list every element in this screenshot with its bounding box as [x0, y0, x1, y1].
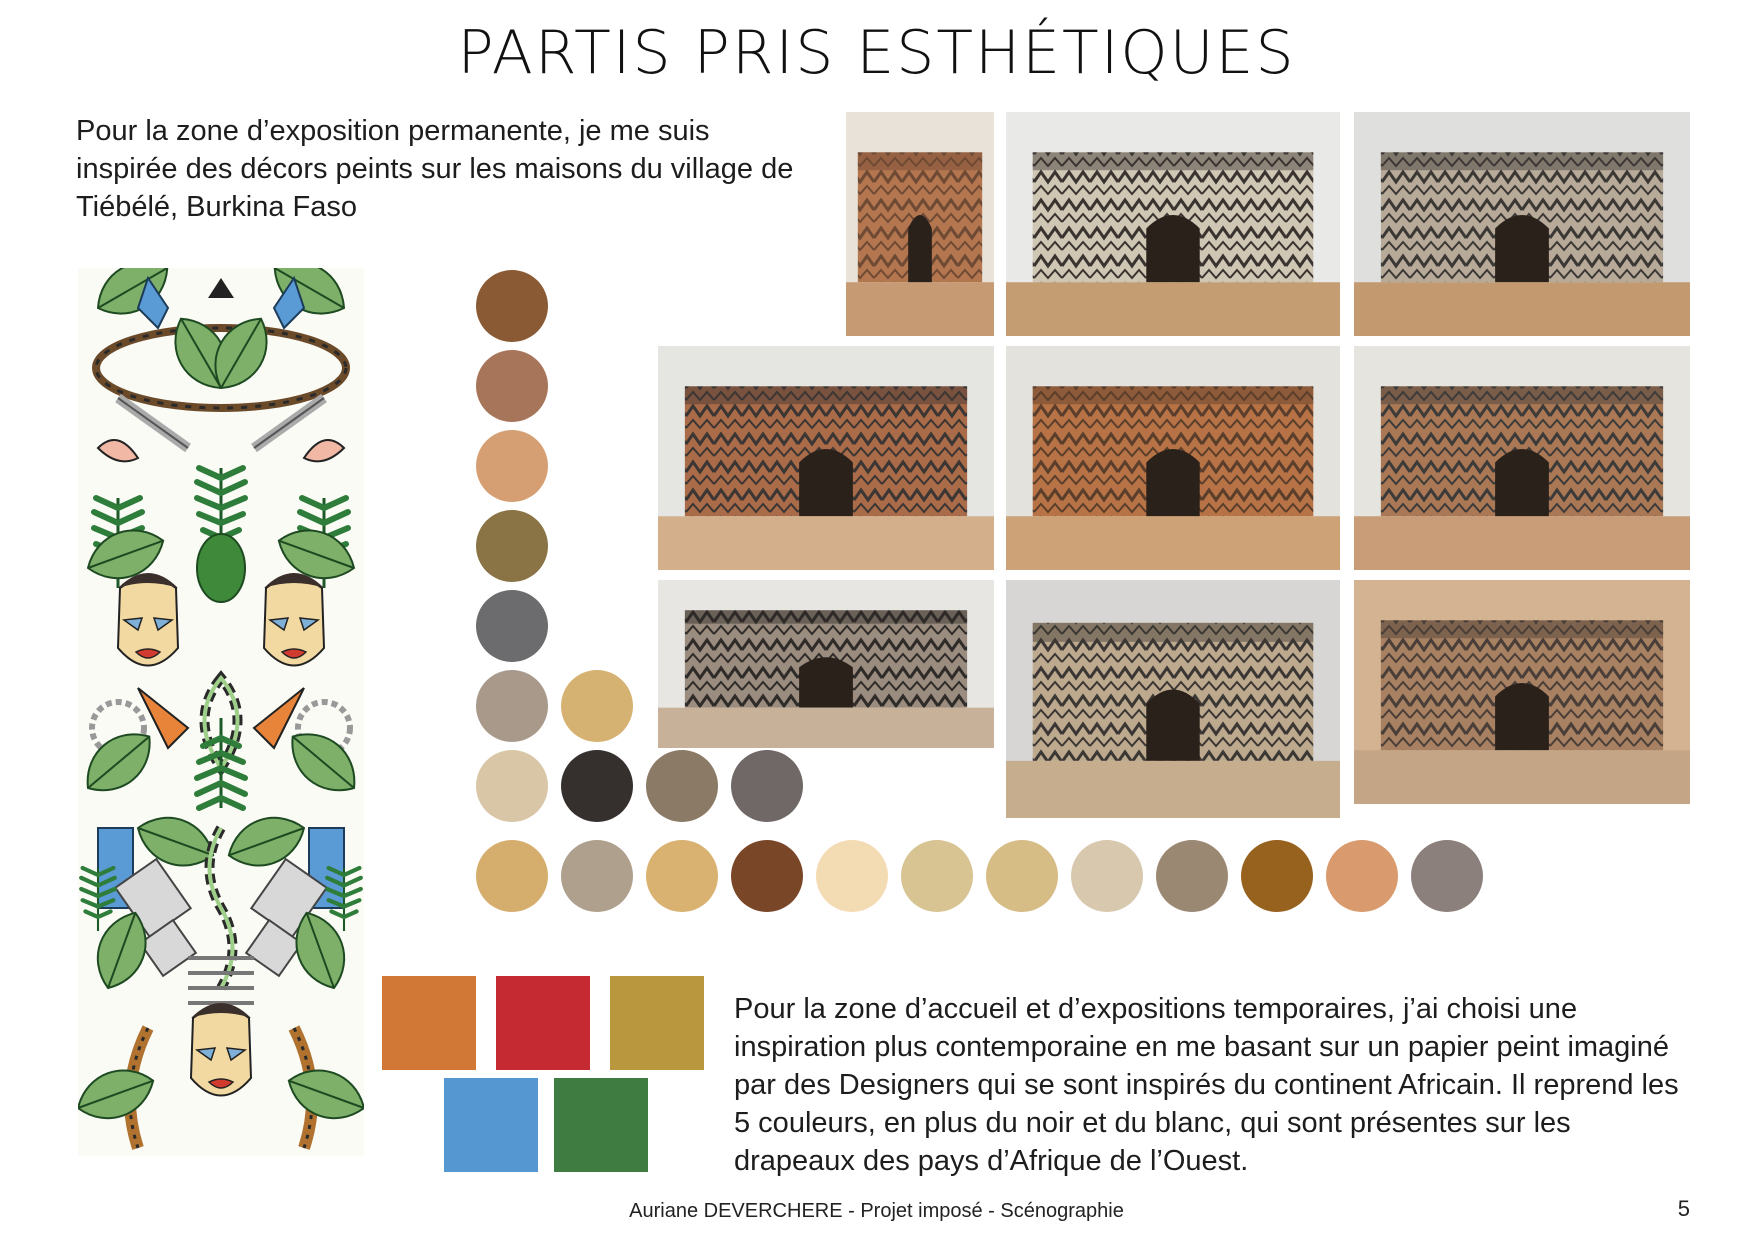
intro-paragraph: Pour la zone d’exposition permanente, je me suis inspirée des décors peints sur les maisons du village de Tiébélé, Burkina Faso: [76, 115, 794, 223]
photo-tiebele-7: [658, 580, 994, 748]
palette-swatch-row3-2: [561, 840, 633, 912]
palette-swatch-col-3: [476, 430, 548, 502]
photo-scene: [846, 112, 994, 336]
palette-swatch-row3-9: [1156, 840, 1228, 912]
palette-swatch-row2-2: [561, 750, 633, 822]
photo-tiebele-4: [658, 346, 994, 570]
palette-swatch-col-4: [476, 510, 548, 582]
palette-swatch-row1-2: [561, 670, 633, 742]
footer-credit: Auriane DEVERCHERE - Projet imposé - Scénographie: [629, 1200, 1124, 1222]
photo-scene: [658, 346, 994, 570]
wallpaper-pattern-image: [78, 268, 364, 1156]
page-number: 5: [1677, 1196, 1690, 1221]
flag-color-blue: [444, 1078, 538, 1172]
photo-tiebele-9: [1354, 580, 1690, 804]
palette-swatch-row2-3: [646, 750, 718, 822]
palette-swatch-row3-4: [731, 840, 803, 912]
photo-tiebele-3: [1354, 112, 1690, 336]
palette-swatch-row1-1: [476, 670, 548, 742]
flag-color-gold: [610, 976, 704, 1070]
palette-swatch-col-2: [476, 350, 548, 422]
palette-swatch-row3-1: [476, 840, 548, 912]
palette-swatch-row3-11: [1326, 840, 1398, 912]
flag-color-green: [554, 1078, 648, 1172]
page-title: PARTIS PRIS ESTHÉTIQUES: [457, 18, 1296, 88]
flag-color-red: [496, 976, 590, 1070]
wallpaper-illustration: [78, 268, 364, 1156]
accueil-paragraph: Pour la zone d’accueil et d’expositions temporaires, j’ai choisi une inspiration plus contemporaine en me basant sur un papier peint imaginé par des Designers qui se sont inspirés du continent Africain. Il reprend les 5 couleurs, en plus du noir et du blanc, qui sont présentes sur les drapeaux des pays d’Afrique de l’Ouest.: [734, 993, 1679, 1177]
photo-tiebele-2: [1006, 112, 1340, 336]
palette-swatch-row3-3: [646, 840, 718, 912]
palette-swatch-row3-5: [816, 840, 888, 912]
photo-scene: [1006, 580, 1340, 818]
palette-swatch-col-1: [476, 270, 548, 342]
photo-tiebele-6: [1354, 346, 1690, 570]
palette-swatch-col-5: [476, 590, 548, 662]
palette-swatch-row3-12: [1411, 840, 1483, 912]
palette-swatch-row3-6: [901, 840, 973, 912]
palette-swatch-row3-8: [1071, 840, 1143, 912]
photo-scene: [658, 580, 994, 748]
palette-swatch-row2-4: [731, 750, 803, 822]
photo-tiebele-5: [1006, 346, 1340, 570]
photo-scene: [1354, 580, 1690, 804]
flag-color-orange: [382, 976, 476, 1070]
palette-swatch-row3-10: [1241, 840, 1313, 912]
photo-scene: [1006, 346, 1340, 570]
photo-tiebele-8: [1006, 580, 1340, 818]
photo-tiebele-1: [846, 112, 994, 336]
palette-swatch-row2-1: [476, 750, 548, 822]
photo-scene: [1354, 346, 1690, 570]
palette-swatch-row3-7: [986, 840, 1058, 912]
photo-scene: [1006, 112, 1340, 336]
photo-scene: [1354, 112, 1690, 336]
